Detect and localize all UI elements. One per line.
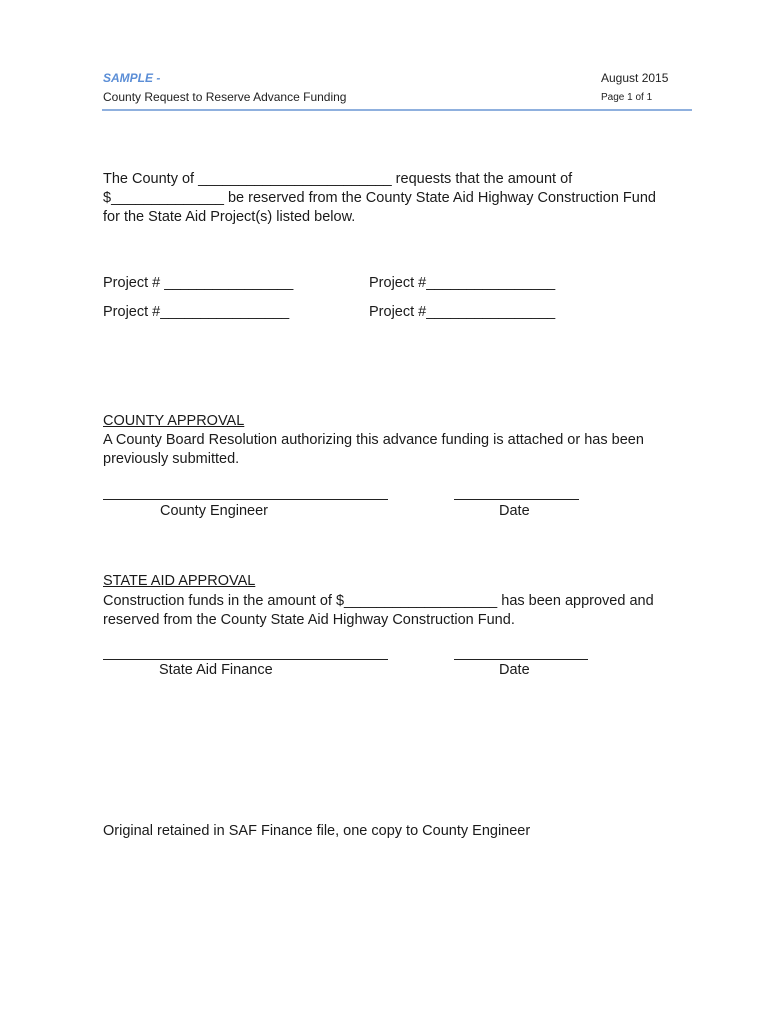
state-aid-line-2: reserved from the County State Aid Highway Construction Fund. — [103, 612, 515, 628]
intro-line-1: The County of ________________________ requests that the amount of — [103, 171, 573, 187]
header-divider — [102, 109, 692, 111]
state-aid-finance-label: State Aid Finance — [159, 662, 273, 678]
header-date: August 2015 — [601, 71, 669, 85]
county-date-line[interactable] — [454, 499, 579, 500]
form-title: County Request to Reserve Advance Funding — [103, 90, 347, 104]
sample-label: SAMPLE - — [103, 71, 161, 85]
county-approval-text — [103, 431, 644, 469]
state-aid-date-label: Date — [499, 662, 530, 678]
county-approval-line-1: A County Board Resolution authorizing this advance funding is attached or has been — [103, 432, 644, 448]
project-field-2[interactable]: Project #________________ — [369, 275, 556, 291]
intro-paragraph — [103, 170, 656, 227]
state-aid-approval-heading: STATE AID APPROVAL — [103, 573, 256, 589]
intro-line-3: for the State Aid Project(s) listed below. — [103, 209, 356, 225]
county-engineer-signature-line[interactable] — [103, 499, 388, 500]
intro-line-2: $______________ be reserved from the County State Aid Highway Construction Fund — [103, 190, 656, 206]
project-field-3[interactable]: Project #________________ — [103, 304, 290, 320]
county-approval-heading: COUNTY APPROVAL — [103, 413, 245, 429]
county-engineer-label: County Engineer — [160, 503, 269, 519]
state-aid-approval-text — [103, 592, 654, 630]
county-approval-line-2: previously submitted. — [103, 451, 240, 467]
project-field-1[interactable]: Project # ________________ — [103, 275, 294, 291]
state-aid-line-1: Construction funds in the amount of $___________________ has been approved and — [103, 593, 654, 609]
distribution-note: Original retained in SAF Finance file, one copy to County Engineer — [103, 823, 531, 839]
project-field-4[interactable]: Project #________________ — [369, 304, 556, 320]
page-number: Page 1 of 1 — [601, 92, 653, 103]
state-aid-finance-signature-line[interactable] — [103, 659, 388, 660]
county-date-label: Date — [499, 503, 530, 519]
state-aid-date-line[interactable] — [454, 659, 588, 660]
